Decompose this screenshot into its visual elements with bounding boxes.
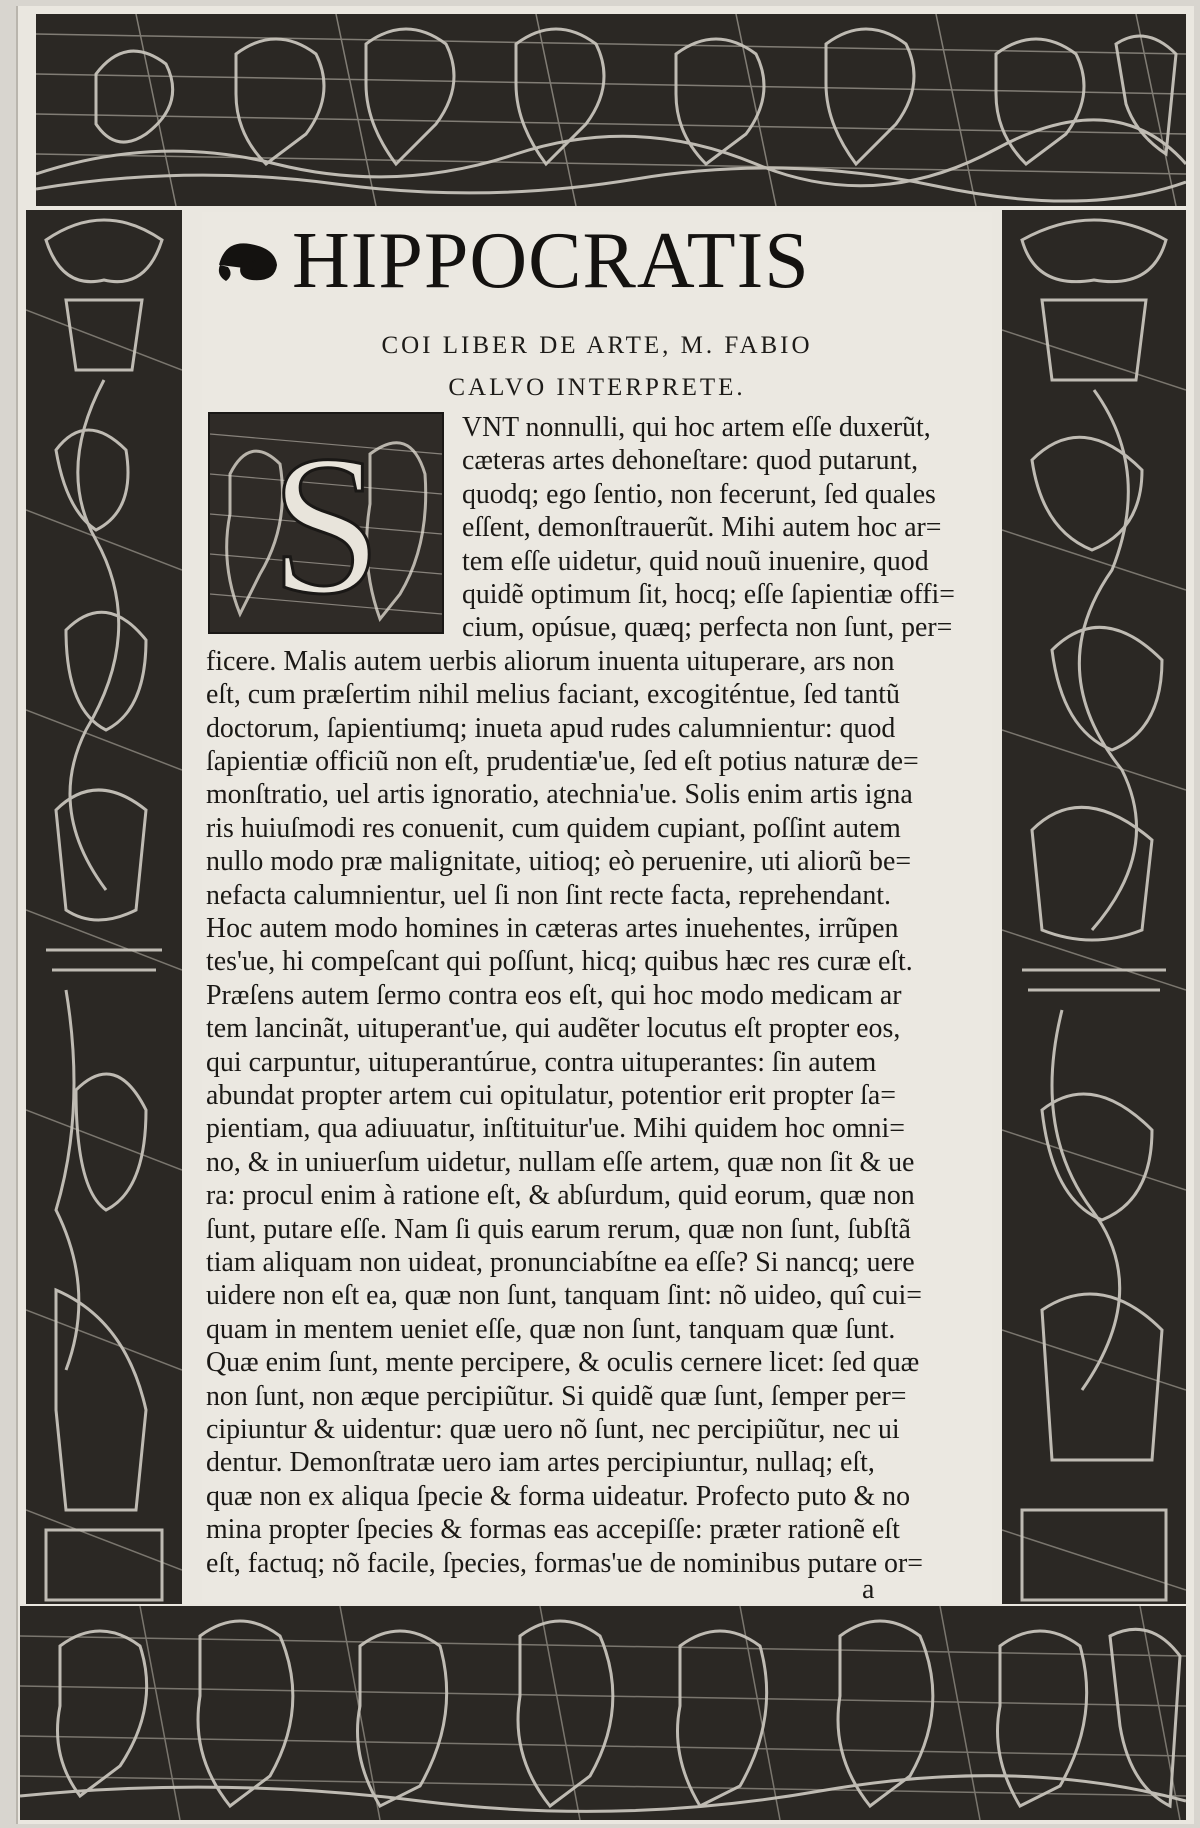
text-line: ris huiuſmodi res conuenit, cum quidem cupiant, poſſint autem bbox=[206, 812, 901, 844]
text-line: eſt, cum præſertim nihil melius faciant, excogiténtue, ſed tantũ bbox=[206, 679, 900, 711]
text-line: eſt, factuq; nõ facile, ſpecies, formas'ue de nominibus putare or= bbox=[206, 1547, 923, 1579]
text-line: quæ non ex aliqua ſpecie & forma uideatur. Profecto puto & no bbox=[206, 1480, 911, 1512]
text-line: Quæ enim ſunt, mente percipere, & oculis cernere licet: ſed quæ bbox=[206, 1347, 920, 1379]
text-line: Præſens autem ſermo contra eos eſt, qui hoc modo medicam ar bbox=[206, 979, 902, 1011]
text-line: Hoc autem modo homines in cæteras artes inuehentes, irrũpen bbox=[206, 913, 899, 944]
text-line: abundat propter artem cui opitulatur, potentior erit propter ſa= bbox=[206, 1080, 896, 1111]
text-line: qui carpuntur, uituperantúrue, contra uituperantes: ſin autem bbox=[206, 1046, 877, 1078]
text-line: ficere. Malis autem uerbis aliorum inuenta uituperare, ars non bbox=[206, 645, 895, 677]
woodcut-peasant-dance-scene bbox=[20, 1606, 1186, 1820]
woodcut-hunting-scene bbox=[36, 14, 1186, 206]
woodcut-border-right bbox=[1002, 210, 1186, 1604]
text-line: VNT nonnulli, qui hoc artem eſſe duxerũt, bbox=[462, 412, 931, 443]
text-line: nefacta calumnientur, uel ſi non ſint recte facta, reprehendant. bbox=[206, 879, 891, 911]
text-line: ſapientiæ officiũ non eſt, prudentiæ'ue, ſed eſt potius naturæ de= bbox=[206, 746, 919, 777]
text-line: tem eſſe uidetur, quid nouũ inuenire, quod bbox=[462, 545, 929, 577]
text-line: quodq; ego ſentio, non fecerunt, ſed quales bbox=[462, 478, 936, 510]
woodcut-border-top bbox=[36, 14, 1186, 206]
subtitle-line-2: CALVO INTERPRETE. bbox=[448, 374, 746, 401]
text-line: dentur. Demonſtratæ uero iam artes percipiuntur, nullaq; eſt, bbox=[206, 1447, 875, 1479]
text-line: tiam aliquam non uideat, pronunciabítne ea eſſe? Si nancq; uere bbox=[206, 1247, 915, 1278]
text-line: monſtratio, uel artis ignoratio, atechnia'ue. Solis enim artis igna bbox=[206, 779, 913, 811]
text-block bbox=[202, 212, 992, 1605]
text-line: ſunt, putare eſſe. Nam ſi quis earum rerum, quæ non ſunt, ſubſtã bbox=[206, 1213, 911, 1245]
text-line: tes'ue, hi compeſcant qui poſſunt, hicq; quibus hæc res curæ eſt. bbox=[206, 946, 913, 978]
woodcut-border-left bbox=[26, 210, 182, 1604]
text-line: nullo modo præ malignitate, uitioq; eò peruenire, uti aliorũ be= bbox=[206, 846, 912, 878]
text-line: cæteras artes dehoneſtare: quod putarunt, bbox=[462, 445, 919, 477]
text-line: quidẽ optimum ſit, hocq; eſſe ſapientiæ offi= bbox=[462, 579, 955, 610]
text-line: cipiuntur & uidentur: quæ uero nõ ſunt, nec percipiũtur, nec ui bbox=[206, 1414, 900, 1445]
text-line: uidere non eſt ea, quæ non ſunt, tanquam ſint: nõ uideo, quî cui= bbox=[206, 1280, 922, 1312]
text-line: cium, opúsue, quæq; perfecta non ſunt, per= bbox=[462, 612, 953, 644]
text-line: ra: procul enim à ratione eſt, & abſurdum, quid eorum, quæ non bbox=[206, 1180, 915, 1212]
catchword: a bbox=[862, 1574, 875, 1605]
text-line: non ſunt, non æque percipiũtur. Si quidẽ quæ ſunt, ſemper per= bbox=[206, 1380, 907, 1412]
subtitle-line-1: COI LIBER DE ARTE, M. FABIO bbox=[381, 332, 813, 359]
body-text bbox=[202, 212, 992, 1602]
text-line: eſſent, demonſtrauerũt. Mihi autem hoc ar= bbox=[462, 512, 942, 544]
woodcut-border-bottom bbox=[20, 1606, 1186, 1820]
text-line: quam in mentem ueniet eſſe, quæ non ſunt, tanquam quæ ſunt. bbox=[206, 1313, 896, 1345]
text-line: no, & in uniuerſum uidetur, nullam eſſe artem, quæ non ſit & ue bbox=[206, 1146, 915, 1178]
text-line: tem lancinãt, uituperant'ue, qui audẽter locutus eſt propter eos, bbox=[206, 1013, 901, 1045]
page-title: HIPPOCRATIS bbox=[292, 217, 810, 305]
text-line: pientiam, qua adiuuatur, inſtituitur'ue. Mihi quidem hoc omni= bbox=[206, 1113, 905, 1145]
initial-letter: S bbox=[270, 415, 382, 632]
text-line: doctorum, ſapientiumq; inueta apud rudes calumnientur: quod bbox=[206, 712, 896, 744]
woodcut-column-with-vine-harvest bbox=[1002, 210, 1186, 1604]
text-line: mina propter ſpecies & formas eas accepiſſe: præter rationẽ eſt bbox=[206, 1514, 900, 1546]
woodcut-column-with-putti bbox=[26, 210, 182, 1604]
